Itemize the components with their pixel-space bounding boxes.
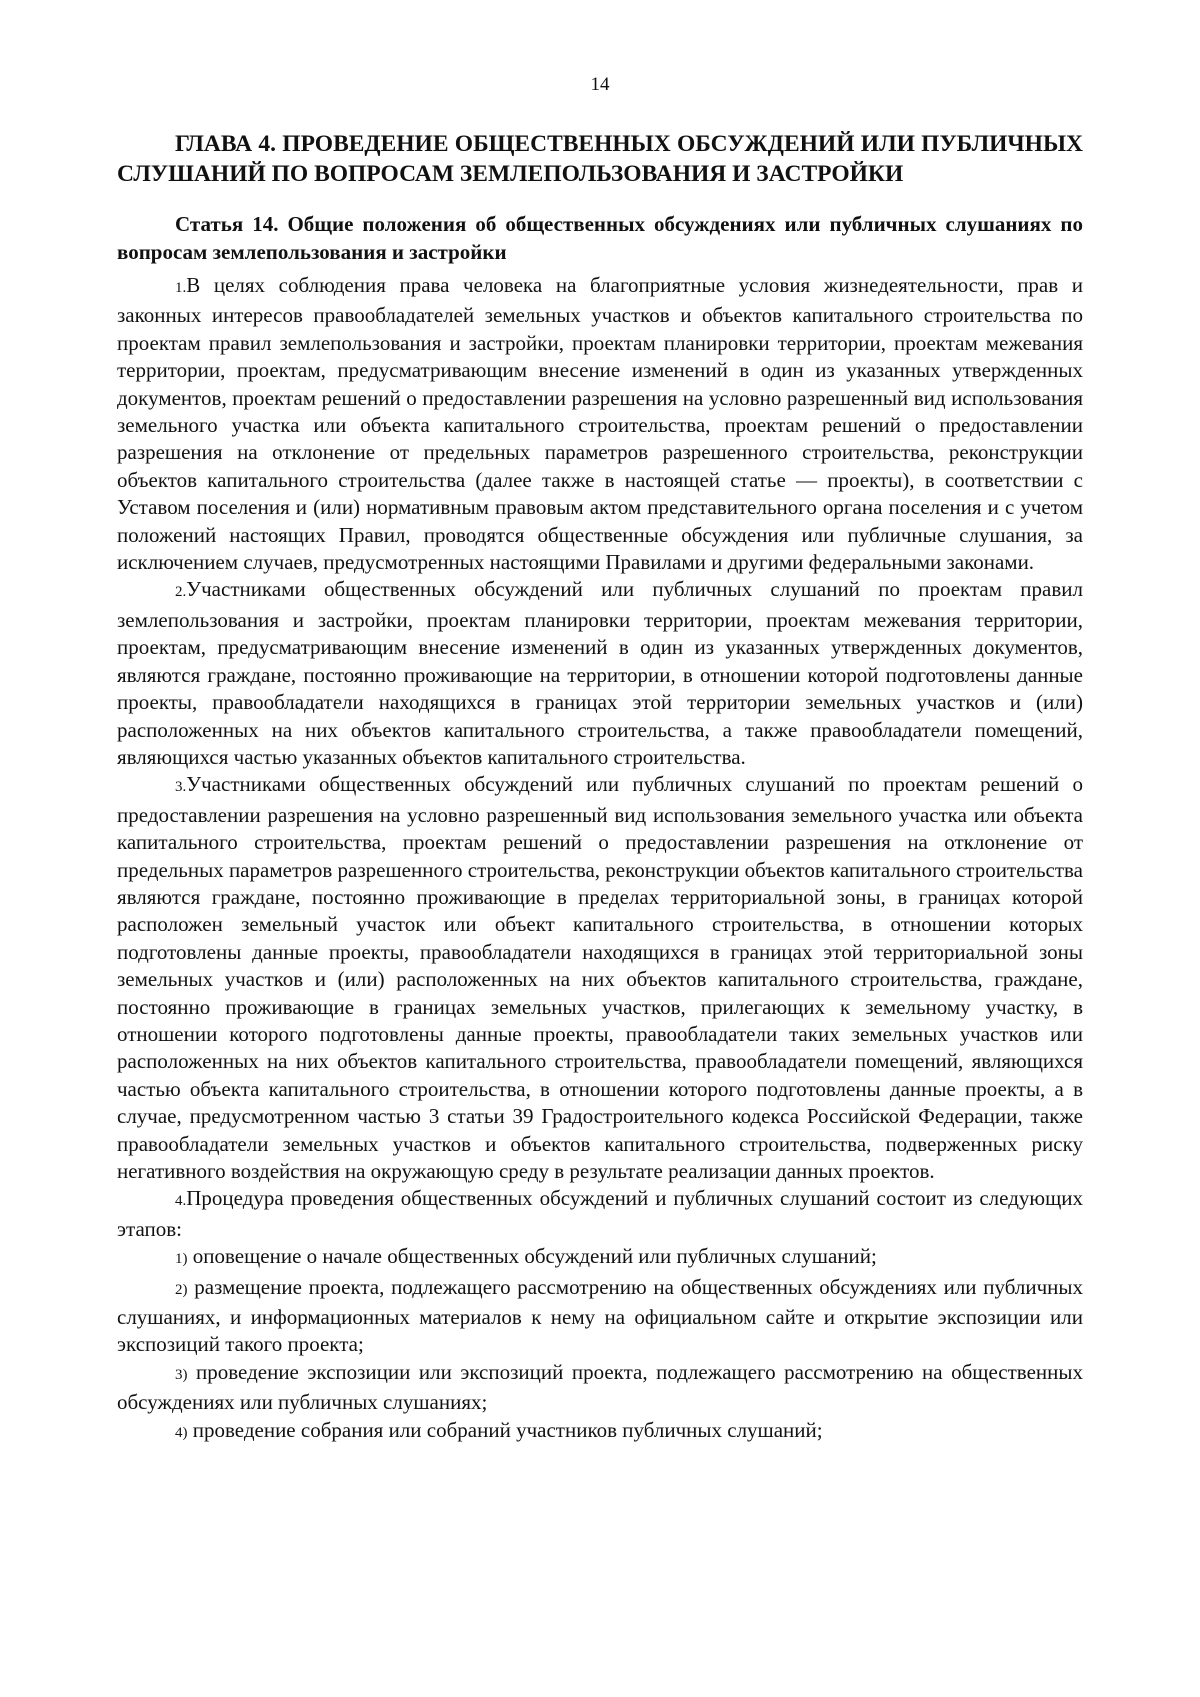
paragraph xyxy=(117,1185,1083,1243)
list-item xyxy=(117,1274,1083,1359)
paragraph-number: 3. xyxy=(175,779,187,796)
list-item-text: оповещение о начале общественных обсуждений или публичных слушаний; xyxy=(187,1244,877,1269)
paragraph-number: 1. xyxy=(175,280,187,296)
paragraph-text: Процедура проведения общественных обсуждений и публичных слушаний состоит из следующих этапов: xyxy=(117,1186,1083,1241)
paragraph xyxy=(117,272,1083,576)
paragraph-text: В целях соблюдения права человека на благоприятные условия жизнедеятельности, прав и законных интересов правообладателей земельных участков и объектов капитального строительства по проектам правил землепользования и застройки, проектам планировки территории, проектам межевания территории, проектам, предусматривающим внесение изменений в один из указанных утвержденных документов, проектам решений о предоставлении разрешения на условно разрешенный вид использования земельного участка или объекта капитального строительства, проектам решений о предоставлении разрешения на отклонение от предельных параметров разрешенного строительства, реконструкции объектов капитального строительства (далее также в настоящей статье — проекты), в соответствии с Уставом поселения и (или) нормативным правовым актом представительного органа поселения и с учетом положений настоящих Правил, проводятся общественные обсуждения или публичные слушания, за исключением случаев, предусмотренных настоящими Правилами и другими федеральными законами. xyxy=(117,273,1083,575)
paragraph-number: 4. xyxy=(175,1193,187,1210)
page-number: 14 xyxy=(590,74,610,95)
list-item xyxy=(117,1359,1083,1417)
document-body xyxy=(117,272,1083,1447)
list-item-text: проведение экспозиции или экспозиций проекта, подлежащего рассмотрению на общественных обсуждениях или публичных слушаниях; xyxy=(117,1359,1083,1415)
list-item-text: проведение собрания или собраний участников публичных слушаний; xyxy=(187,1417,823,1442)
list-item-number: 2) xyxy=(175,1281,188,1298)
paragraph xyxy=(117,576,1083,771)
list-item xyxy=(117,1243,1083,1273)
paragraph-number: 2. xyxy=(175,584,187,601)
paragraph xyxy=(117,771,1083,1185)
list-item-number: 1) xyxy=(175,1251,188,1268)
paragraph-text: Участниками общественных обсуждений или публичных слушаний по проектам решений о предоставлении разрешения на условно разрешенный вид использования земельного участка или объекта капитального строительства, проектам решений о предоставлении разрешения на отклонение от предельных параметров разрешенного строительства, реконструкции объектов капитального строительства являются граждане, постоянно проживающие в пределах территориальной зоны, в границах которой расположен земельный участок или объект капитального строительства, в отношении которых подготовлены данные проекты, правообладатели находящихся в границах этой территориальной зоны земельных участков и (или) расположенных на них объектов капитального строительства, граждане, постоянно проживающие в границах земельных участков, прилегающих к земельному участку, в отношении которого подготовлены данные проекты, правообладатели таких земельных участков или расположенных на них объектов капитального строительства, правообладатели помещений, являющихся частью объекта капитального строительства, в отношении которого подготовлены данные проекты, а в случае, предусмотренном частью 3 статьи 39 Градостроительного кодекса Российской Федерации, также правообладатели земельных участков и объектов капитального строительства, подверженных риску негативного воздействия на окружающую среду в результате реализации данных проектов. xyxy=(117,772,1083,1183)
article-title: Статья 14. Общие положения об общественных обсуждениях или публичных слушаниях по вопросам землепользования и застройки xyxy=(117,212,1083,264)
list-item xyxy=(117,1417,1083,1447)
list-item-number: 3) xyxy=(175,1366,188,1383)
list-item-text: размещение проекта, подлежащего рассмотрению на общественных обсуждениях или публичных слушаниях, и информационных материалов к нему на официальном сайте и открытие экспозиции или экспозиций такого проекта; xyxy=(117,1274,1083,1357)
paragraph-text: Участниками общественных обсуждений или публичных слушаний по проектам правил землепользования и застройки, проектам планировки территории, проектам межевания территории, проектам, предусматривающим внесение изменений в один из указанных утвержденных документов, являются граждане, постоянно проживающие на территории, в отношении которой подготовлены данные проекты, правообладатели находящихся в границах этой территории земельных участков и (или) расположенных на них объектов капитального строительства, а также правообладатели помещений, являющихся частью указанных объектов капитального строительства. xyxy=(117,577,1083,769)
list-item-number: 4) xyxy=(175,1424,188,1441)
chapter-title: ГЛАВА 4. ПРОВЕДЕНИЕ ОБЩЕСТВЕННЫХ ОБСУЖДЕНИЙ ИЛИ ПУБЛИЧНЫХ СЛУШАНИЙ ПО ВОПРОСАМ ЗЕМЛЕПОЛЬЗОВАНИЯ И ЗАСТРОЙКИ xyxy=(117,131,1083,187)
